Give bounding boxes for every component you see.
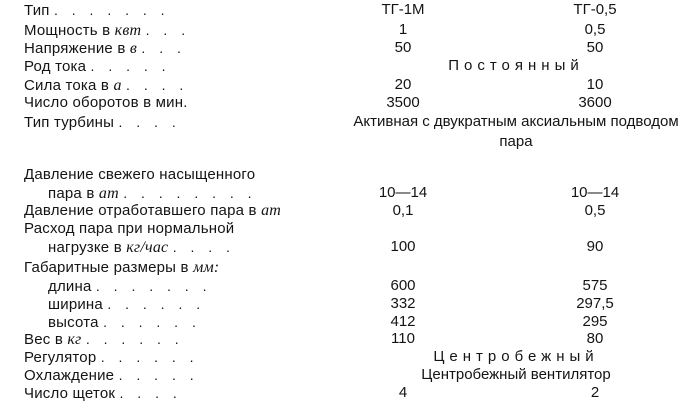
spec-label-text: высота	[48, 314, 99, 331]
leader-dots: . . .	[141, 40, 186, 56]
leader-dots: . . . . . .	[85, 331, 184, 347]
leader-dots: . . . .	[118, 114, 181, 130]
spec-value-tg05: 90	[586, 238, 604, 255]
leader-dots: . . . .	[119, 385, 182, 401]
spec-value-tg1m: 332	[390, 295, 416, 312]
spec-label-text: Мощность в	[24, 22, 111, 39]
leader-dots: . . . .	[172, 239, 235, 255]
spec-row	[0, 201, 682, 221]
spec-value-tg05: 575	[582, 277, 608, 294]
spec-row	[0, 237, 682, 257]
leader-dots: . . . . . .	[100, 349, 199, 365]
spec-label-text: Охлаждение	[24, 367, 115, 384]
spec-unit: кг/час	[126, 239, 169, 256]
spec-value-tg1m: 10—14	[378, 184, 428, 201]
spec-label	[24, 56, 171, 77]
spec-value-tg1m: 600	[390, 277, 416, 294]
spec-value-tg05: 3600	[578, 94, 612, 111]
spec-value-tg05: 10	[586, 76, 604, 93]
spec-value-tg05: 0,5	[584, 202, 606, 219]
spec-value-shared: Активная с двукратным аксиальным подводом пара	[353, 113, 679, 150]
spec-row	[0, 183, 682, 203]
leader-dots: . . . . . . . .	[123, 185, 257, 201]
spec-row	[0, 93, 682, 113]
spec-value-tg05: ТГ-0,5	[573, 1, 617, 18]
spec-label	[24, 219, 234, 239]
spec-label-text: Габаритные размеры в	[24, 259, 189, 276]
leader-dots: . . .	[145, 22, 191, 38]
leader-dots: . . . . .	[118, 367, 199, 383]
spec-label-text: Расход пара при нормальной	[24, 220, 235, 237]
spec-row	[0, 56, 682, 76]
spec-label-text: Род тока	[24, 58, 87, 75]
spec-unit: ат	[98, 185, 119, 202]
spec-label	[24, 258, 219, 278]
spec-label	[48, 237, 235, 258]
spec-value-tg1m: 1	[398, 21, 408, 38]
leader-dots: . . . .	[126, 77, 189, 93]
spec-row	[0, 219, 682, 239]
leader-dots: . . . . . .	[107, 296, 206, 312]
spec-value-tg05: 295	[582, 313, 608, 330]
spec-label	[24, 0, 170, 21]
spec-row	[0, 75, 682, 95]
spec-label-text: пара в	[48, 185, 95, 202]
spec-label-text: Число оборотов в мин.	[24, 94, 188, 111]
spec-value-shared: Центробежный	[433, 348, 599, 365]
spec-value-tg1m: 3500	[386, 94, 420, 111]
spec-row	[0, 38, 682, 58]
spec-value-tg05: 50	[586, 39, 604, 56]
spec-value-tg1m: 0,1	[392, 202, 414, 219]
spec-value-tg05: 297,5	[576, 295, 614, 312]
spec-unit: ат	[261, 202, 282, 219]
spec-label	[24, 165, 255, 185]
spec-label-text: Тип	[24, 2, 50, 19]
spec-row	[0, 329, 682, 349]
spec-label-text: Напряжение в	[24, 40, 126, 57]
spec-unit: квт	[114, 22, 142, 39]
spec-row	[0, 383, 682, 403]
spec-value-tg05: 80	[586, 330, 604, 347]
spec-row	[0, 294, 682, 314]
spec-label-text: Регулятор	[24, 349, 97, 366]
spec-value-tg1m: 100	[390, 238, 416, 255]
spec-unit: в	[129, 40, 138, 57]
spec-label	[24, 383, 182, 404]
spec-value-tg1m: ТГ-1М	[381, 1, 425, 18]
spec-label	[24, 112, 181, 133]
spec-label-text: нагрузке в	[48, 239, 122, 256]
spec-label-text: Тип турбины	[24, 114, 115, 131]
spec-unit: а	[113, 77, 122, 94]
leader-dots: . . . . .	[90, 58, 171, 74]
spec-value-tg1m: 4	[398, 384, 408, 401]
spec-value-tg05: 0,5	[584, 21, 606, 38]
spec-row	[0, 276, 682, 296]
leader-dots: . . . . . . .	[53, 2, 170, 18]
spec-row	[0, 20, 682, 40]
spec-label-text: Давление отработавшего пара в	[24, 202, 257, 219]
spec-row	[0, 0, 682, 20]
spec-row	[0, 347, 682, 367]
spec-label-text: Вес в	[24, 331, 63, 348]
spec-label-text: Число щеток	[24, 385, 116, 402]
spec-value-tg05: 10—14	[570, 184, 620, 201]
spec-label-text: Сила тока в	[24, 77, 110, 94]
spec-unit: мм:	[193, 259, 220, 276]
spec-value-tg1m: 412	[390, 313, 416, 330]
spec-label	[24, 93, 188, 113]
spec-value-tg1m: 50	[394, 39, 412, 56]
spec-value-shared: Центробежный вентилятор	[421, 366, 611, 383]
spec-label-text: ширина	[48, 296, 103, 313]
spec-value-tg1m: 110	[391, 330, 415, 347]
spec-label	[24, 201, 281, 221]
spec-label-text: Давление свежего насыщенного	[24, 166, 256, 183]
leader-dots: . . . . . . .	[95, 278, 212, 294]
spec-value-tg1m: 20	[394, 76, 412, 93]
spec-value-shared: Постоянный	[448, 57, 584, 74]
spec-row	[0, 365, 682, 385]
spec-label-text: длина	[48, 278, 92, 295]
spec-row	[0, 112, 682, 150]
leader-dots: . . . . . .	[103, 314, 201, 330]
spec-unit: кг	[67, 331, 82, 348]
spec-row	[0, 165, 682, 185]
spec-value-tg05: 2	[590, 384, 600, 401]
spec-row	[0, 258, 682, 278]
